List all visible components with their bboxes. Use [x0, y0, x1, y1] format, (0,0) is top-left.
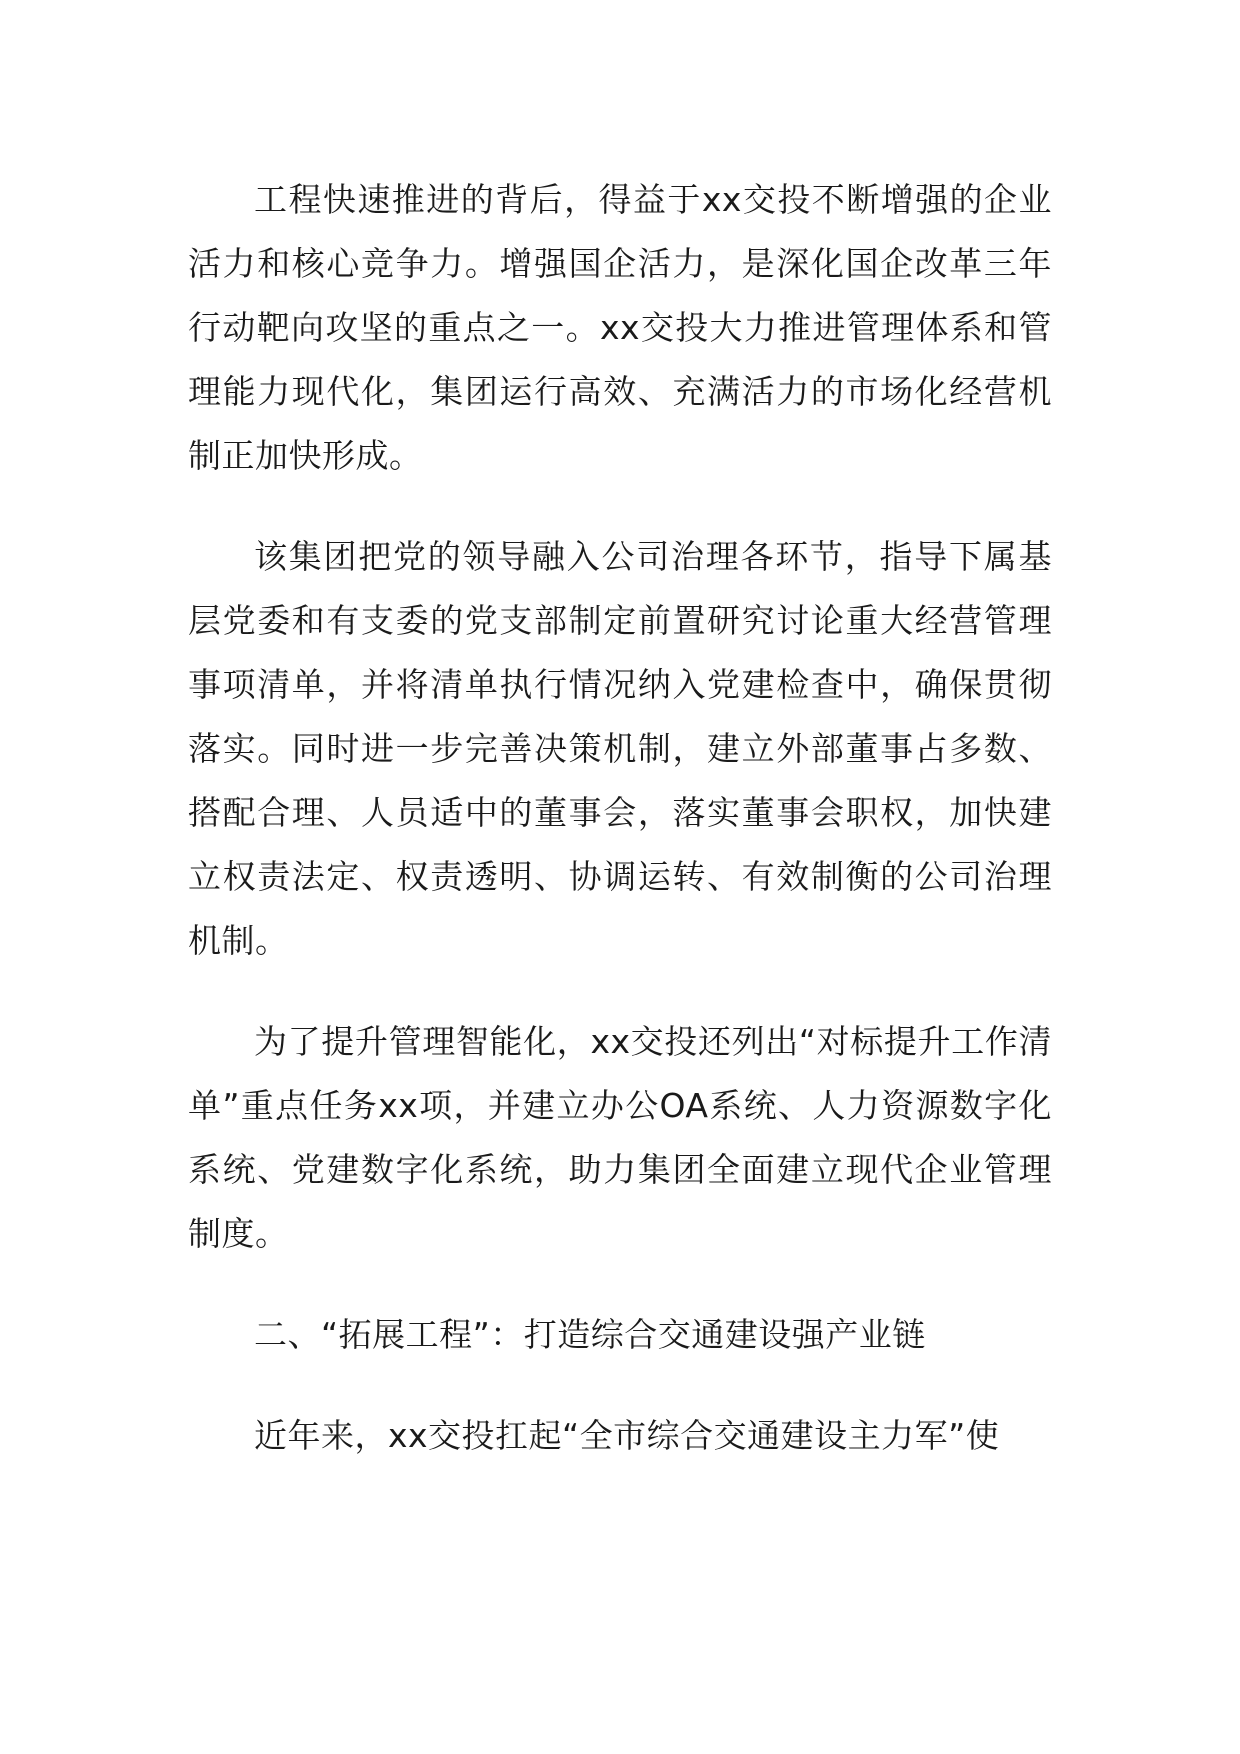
paragraph-gap [188, 1367, 1052, 1404]
paragraph-gap [188, 488, 1052, 525]
paragraph-2: 该集团把党的领导融入公司治理各环节，指导下属基层党委和有支委的党支部制定前置研究讨论重大经营管理事项清单，并将清单执行情况纳入党建检查中，确保贯彻落实。同时进一步完善决策机制，建立外部董事占多数、搭配合理、人员适中的董事会，落实董事会职权，加快建立权责法定、权责透明、协调运转、有效制衡的公司治理机制。 [188, 537, 1052, 960]
paragraph-gap [188, 1266, 1052, 1303]
paragraph-4: 近年来，xx交投扛起“全市综合交通建设主力军”使 [254, 1416, 1000, 1455]
paragraph-3: 为了提升管理智能化，xx交投还列出“对标提升工作清单”重点任务xx项，并建立办公OA系统、人力资源数字化系统、党建数字化系统，助力集团全面建立现代企业管理制度。 [188, 1022, 1052, 1253]
document-body [188, 168, 1052, 1468]
paragraph-1: 工程快速推进的背后，得益于xx交投不断增强的企业活力和核心竞争力。增强国企活力，是深化国企改革三年行动靶向攻坚的重点之一。xx交投大力推进管理体系和管理能力现代化，集团运行高效、充满活力的市场化经营机制正加快形成。 [188, 180, 1052, 475]
section-heading: 二、“拓展工程”：打造综合交通建设强产业链 [254, 1315, 926, 1354]
paragraph-gap [188, 973, 1052, 1010]
